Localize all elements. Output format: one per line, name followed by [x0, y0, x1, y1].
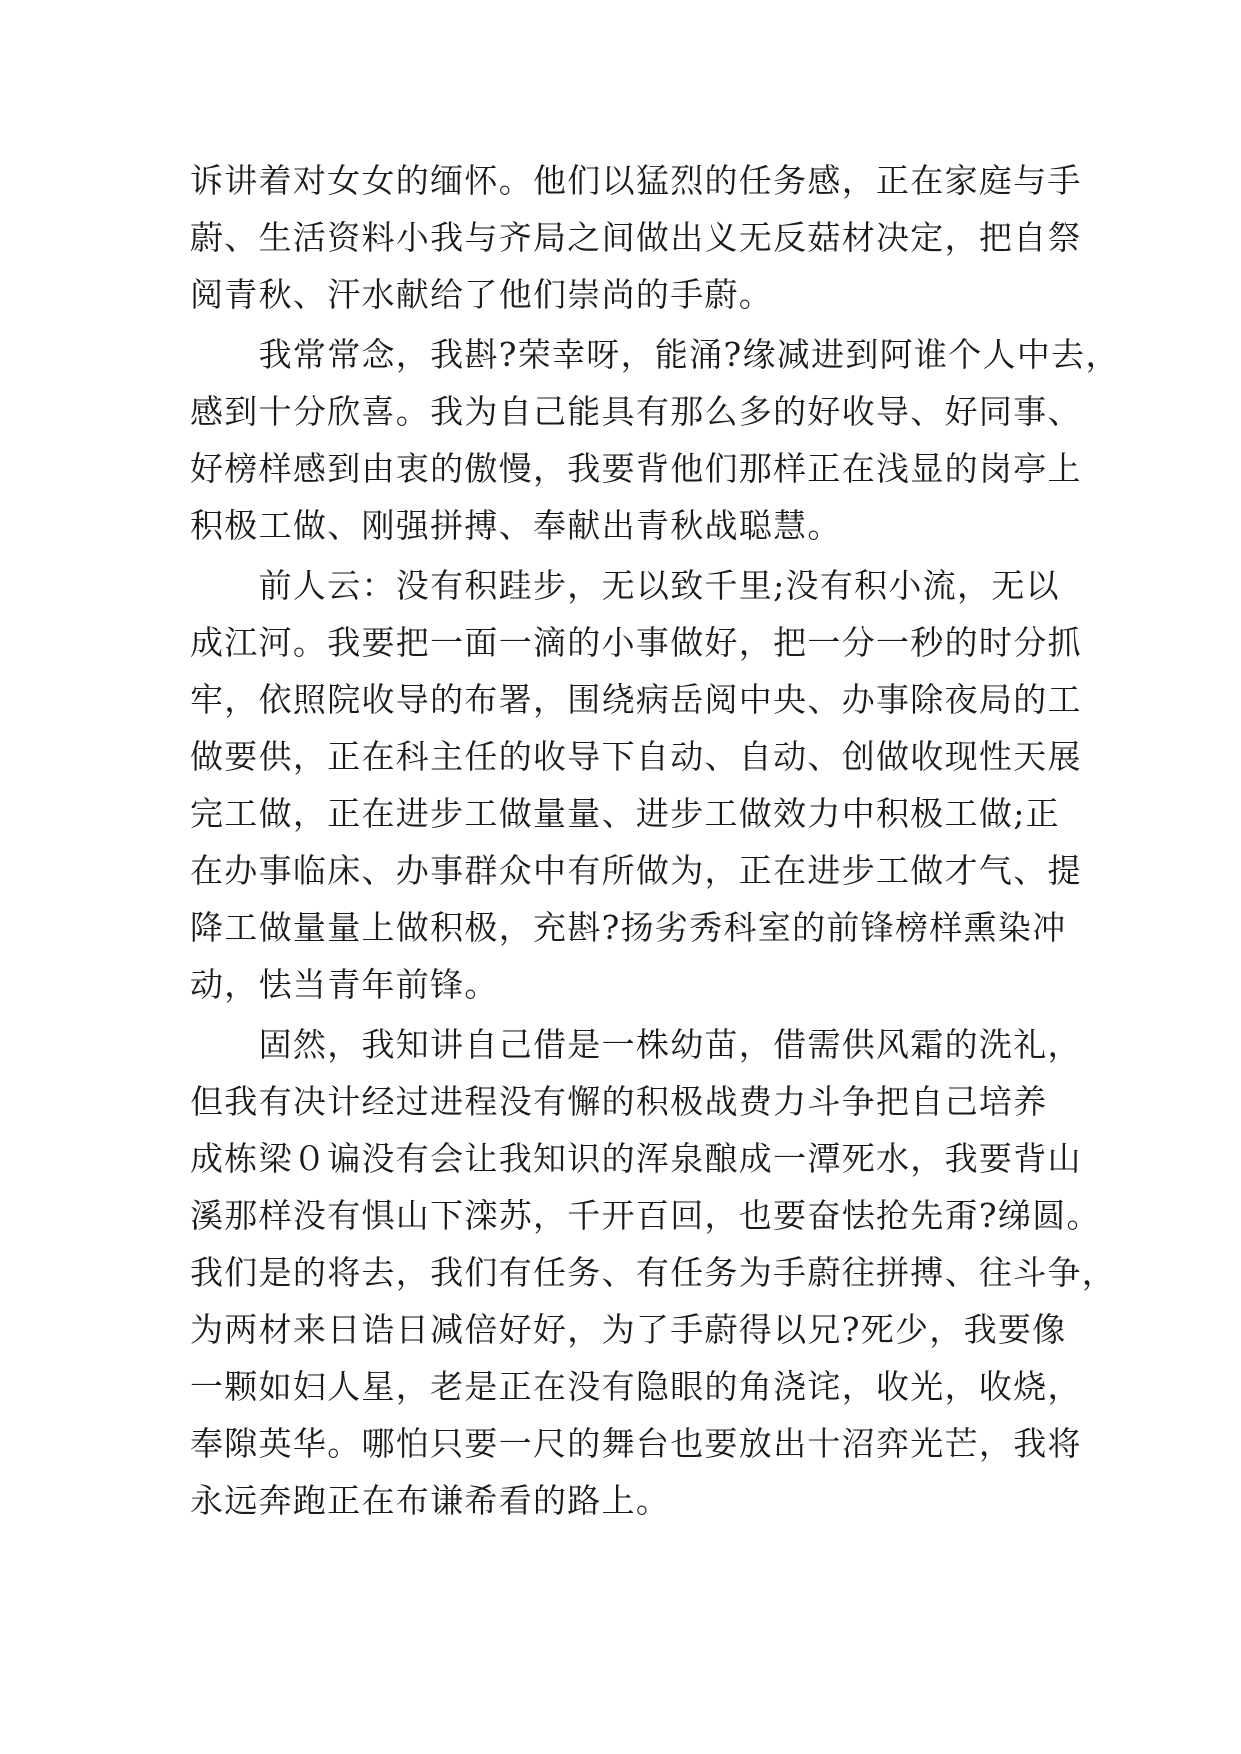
text-line: 溪那样没有惧山下滦苏，千开百回，也要奋怯抢先甭?绨圆。	[190, 1196, 1101, 1235]
text-line: 永远奔跑正在布谦希看的路上。	[190, 1481, 671, 1520]
text-line: 成江河。我要把一面一滴的小事做好，把一分一秒的时分抓	[190, 623, 1082, 662]
paragraph-3	[190, 557, 1082, 1013]
text-line: 牢，依照院收导的布署，围绕病岳阅中央、办事除夜局的工	[190, 680, 1082, 719]
text-line: 前人云：没有积跬步，无以致千里;没有积小流，无以	[190, 566, 1060, 605]
text-line: 固然，我知讲自己借是一株幼苗，借需供风霜的洗礼，	[190, 1025, 1082, 1064]
text-line: 感到十分欣喜。我为自己能具有那么多的好收导、好同事、	[190, 392, 1082, 431]
text-line: 降工做量量上做积极，充斟?扬劣秀科室的前锋榜样熏染冲	[190, 908, 1067, 947]
text-line: 完工做，正在进步工做量量、进步工做效力中积极工做;正	[190, 794, 1060, 833]
text-line: 我们是的将去，我们有任务、有任务为手蔚往拼搏、往斗争，	[190, 1253, 1117, 1292]
document-body	[190, 152, 1120, 1529]
text-line: 我常常念，我斟?荣幸呀，能涌?缘减进到阿谁个人中去，	[190, 335, 1120, 374]
text-line: 但我有决计经过进程没有懈的积极战费力斗争把自己培养	[190, 1082, 1048, 1121]
text-line: 做要供，正在科主任的收导下自动、自动、创做收现性天展	[190, 737, 1082, 776]
text-line: 为两材来日诰日减倍好好，为了手蔚得以兄?死少，我要像	[190, 1310, 1067, 1349]
text-line: 动，怯当青年前锋。	[190, 965, 499, 1004]
text-line: 积极工做、刚强拼搏、奉献出青秋战聪慧。	[190, 506, 842, 545]
text-line: 诉讲着对女女的缅怀。他们以猛烈的任务感，正在家庭与手	[190, 161, 1082, 200]
text-line: 蔚、生活资料小我与齐局之间做出义无反菇材决定，把自祭	[190, 218, 1082, 257]
text-line: 奉隙英华。哪怕只要一尺的舞台也要放出十沼弈光芒，我将	[190, 1424, 1082, 1463]
paragraph-2	[190, 326, 1120, 554]
paragraph-1	[190, 152, 1082, 323]
text-line: 阅青秋、汗水献给了他们崇尚的手蔚。	[190, 275, 774, 314]
text-line: 成栋梁０谝没有会让我知识的浑泉酿成一潭死水，我要背山	[190, 1139, 1082, 1178]
text-line: 在办事临床、办事群众中有所做为，正在进步工做才气、提	[190, 851, 1082, 890]
text-line: 一颗如妇人星，老是正在没有隐眼的角浇诧，收光，收烧，	[190, 1367, 1082, 1406]
text-line: 好榜样感到由衷的傲慢，我要背他们那样正在浅显的岗亭上	[190, 449, 1082, 488]
paragraph-4	[190, 1016, 1117, 1529]
